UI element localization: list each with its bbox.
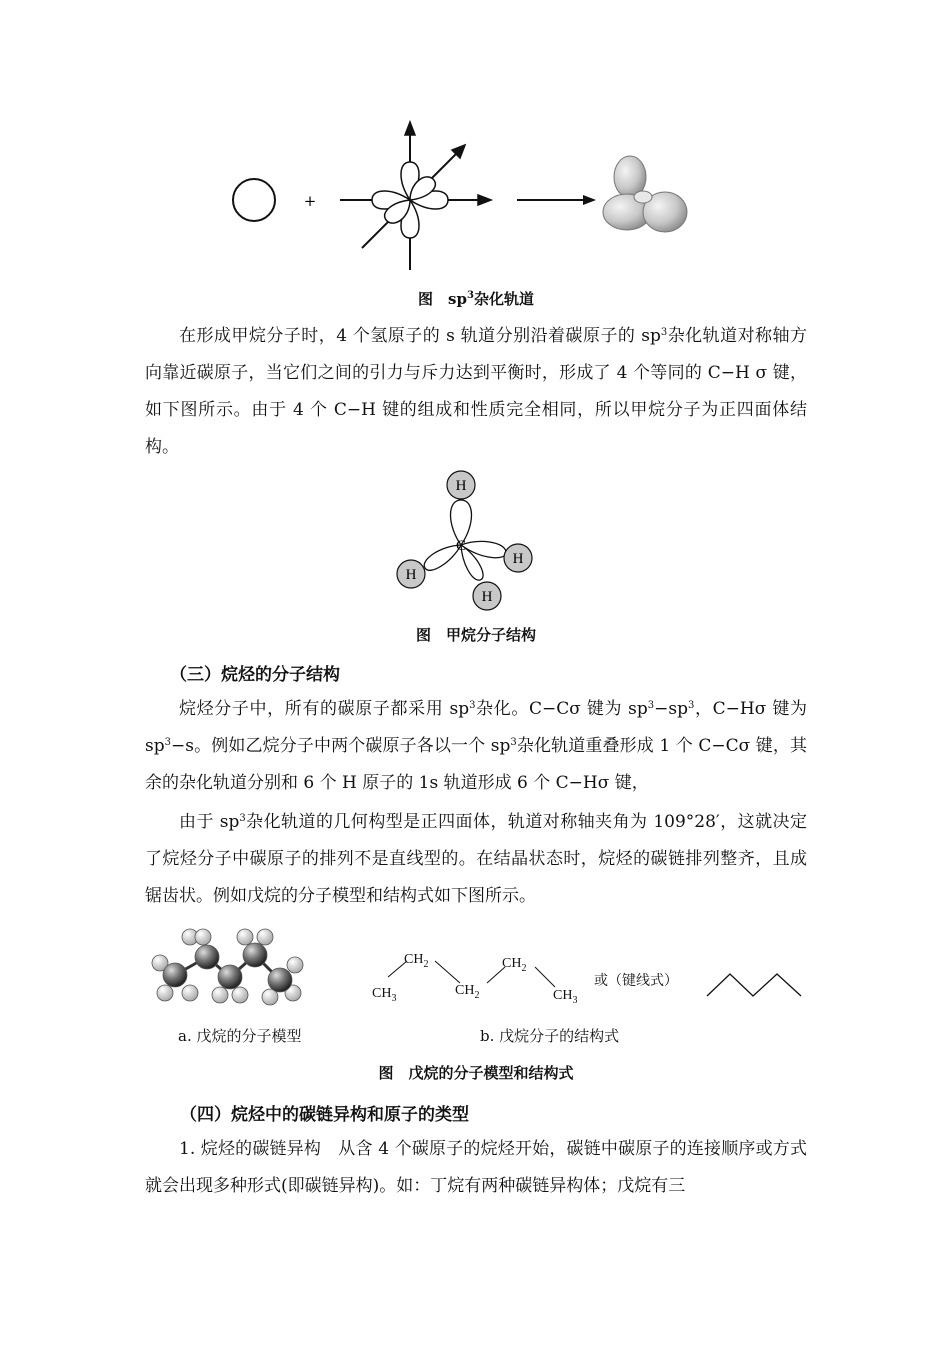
plus-sign: + — [303, 192, 317, 210]
paragraph-alkane-structure: 烷烃分子中，所有的碳原子都采用 $sp^3$杂化。C−Cσ 键为 $sp^3-sp^3$，C−Hσ 键为 $sp^3-s$。例如乙烷分子中两个碳原子各以一个 $sp^3$杂化轨道重叠形成 1 个 C−Cσ 键，其余的杂化轨道分别和 6 个 H 原子的 1s 轨道形成 6 个 C−Hσ 键， — [145, 699, 808, 793]
ch2-third: $CH_2$ — [502, 956, 527, 974]
h-label-left: H — [405, 567, 417, 583]
figure-1-caption: 图 $sp^3$杂化轨道 — [418, 290, 534, 308]
label-structural-formula: b. 戊烷分子的结构式 — [480, 1027, 620, 1045]
ch3-left: $CH_3$ — [372, 986, 397, 1004]
c-label: C — [455, 538, 467, 554]
sp3-hybrid-orbital — [603, 156, 687, 232]
figure-2-caption: 图 甲烷分子结构 — [415, 626, 536, 644]
h-label-bottom: H — [481, 589, 493, 605]
s-orbital — [233, 179, 275, 221]
methane-structure-figure — [0, 460, 952, 620]
h-label-right: H — [512, 551, 524, 567]
pentane-structural-formula — [360, 945, 620, 1015]
paragraph-methane-formation: 在形成甲烷分子时，4 个氢原子的 s 轨道分别沿着碳原子的 $sp^3$杂化轨道对称轴方向靠近碳原子，当它们之间的引力与斥力达到平衡时，形成了 4 个等同的 C−H σ 键，如下图所示。由于 4 个 C−H 键的组成和性质完全相同，所以甲烷分子为正四面体结构。 — [145, 326, 807, 457]
p-orbitals — [340, 122, 491, 270]
section-4-heading: （四）烷烃中的碳链异构和原子的类型 — [180, 1105, 469, 1125]
label-molecular-model: a. 戊烷的分子模型 — [178, 1027, 302, 1045]
section-3-heading: （三）烷烃的分子结构 — [170, 665, 340, 685]
pentane-skeletal-formula — [705, 968, 805, 1008]
ch2-second: $CH_2$ — [455, 983, 480, 1001]
ch3-right: $CH_3$ — [553, 988, 578, 1006]
ch2-first: $CH_2$ — [404, 952, 429, 970]
bond-line-label: 或（键线式） — [594, 973, 678, 989]
pentane-ball-stick-model — [145, 925, 345, 1015]
h-label-top: H — [455, 478, 467, 494]
figure-3-caption: 图 戊烷的分子模型和结构式 — [378, 1064, 574, 1082]
paragraph-zigzag-chain: 由于 $sp^3$杂化轨道的几何构型是正四面体，轨道对称轴夹角为 109°28′，这就决定了烷烃分子中碳原子的排列不是直线型的。在结晶状态时，烷烃的碳链排列整齐，且成锯齿状。例如戊烷的分子模型和结构式如下图所示。 — [145, 812, 807, 906]
paragraph-carbon-chain-isomerism: 1. 烷烃的碳链异构 从含 4 个碳原子的烷烃开始，碳链中碳原子的连接顺序或方式就会出现多种形式(即碳链异构)。如：丁烷有两种碳链异构体；戊烷有三 — [145, 1139, 807, 1196]
sp3-hybridization-figure — [0, 0, 952, 290]
